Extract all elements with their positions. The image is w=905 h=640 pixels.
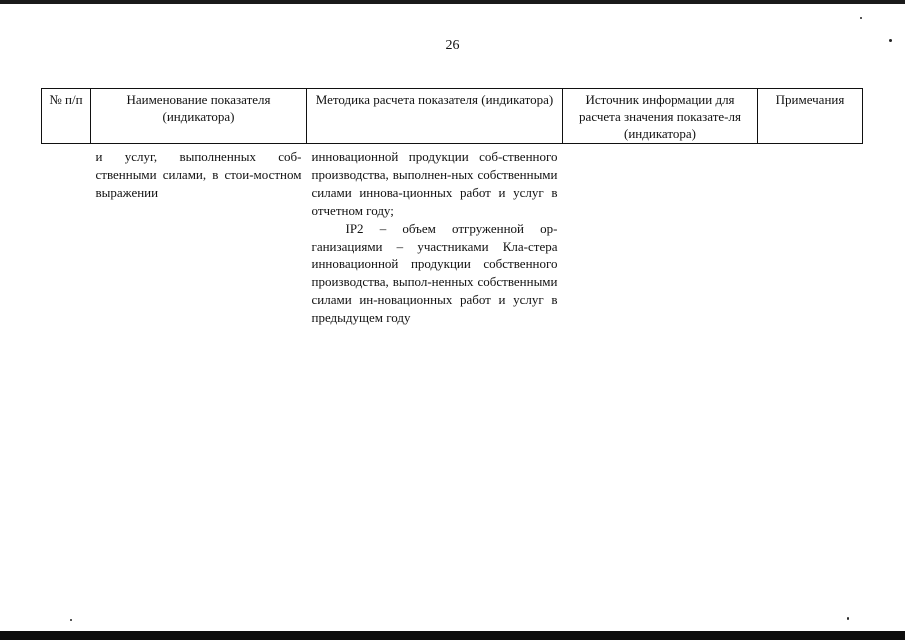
- cell-information-source: [563, 144, 758, 328]
- scan-speck: [70, 619, 72, 621]
- header-information-source: Источник информации для расчета значения показате-ля (индикатора): [563, 89, 758, 144]
- table-header: [42, 89, 863, 144]
- cell-calculation-method: [307, 144, 563, 328]
- cell-indicator-name: и услуг, выполненных соб-ственными силами, в стои-мостном выражении: [95, 149, 302, 200]
- indicator-table: [41, 88, 863, 327]
- method-text-ip2: IP2 – объем отгруженной ор-ганизациями – участниками Кла-стера инновационной продукции собственного производства, выпол-ненных собственными силами ин-новационных работ и услуг в предыдущем году: [311, 220, 558, 326]
- table-row: [42, 144, 863, 328]
- header-indicator-name: Наименование показателя (индикатора): [91, 89, 307, 144]
- scan-speck: [860, 17, 862, 19]
- page-number: 26: [445, 38, 460, 53]
- cell-notes: [758, 144, 863, 328]
- scan-top-edge: [0, 0, 905, 4]
- header-calculation-method: Методика расчета показателя (индикатора): [307, 89, 563, 144]
- table-header-row: [42, 89, 863, 144]
- scan-bottom-edge: [0, 631, 905, 640]
- scan-speck: [847, 617, 849, 620]
- header-notes: Примечания: [758, 89, 863, 144]
- cell-number: [42, 144, 91, 328]
- header-number: № п/п: [42, 89, 91, 144]
- method-text-continuation: инновационной продукции соб-ственного производства, выполнен-ных собственными силами иннова-ционных работ и услуг в отчетном году;: [311, 149, 558, 218]
